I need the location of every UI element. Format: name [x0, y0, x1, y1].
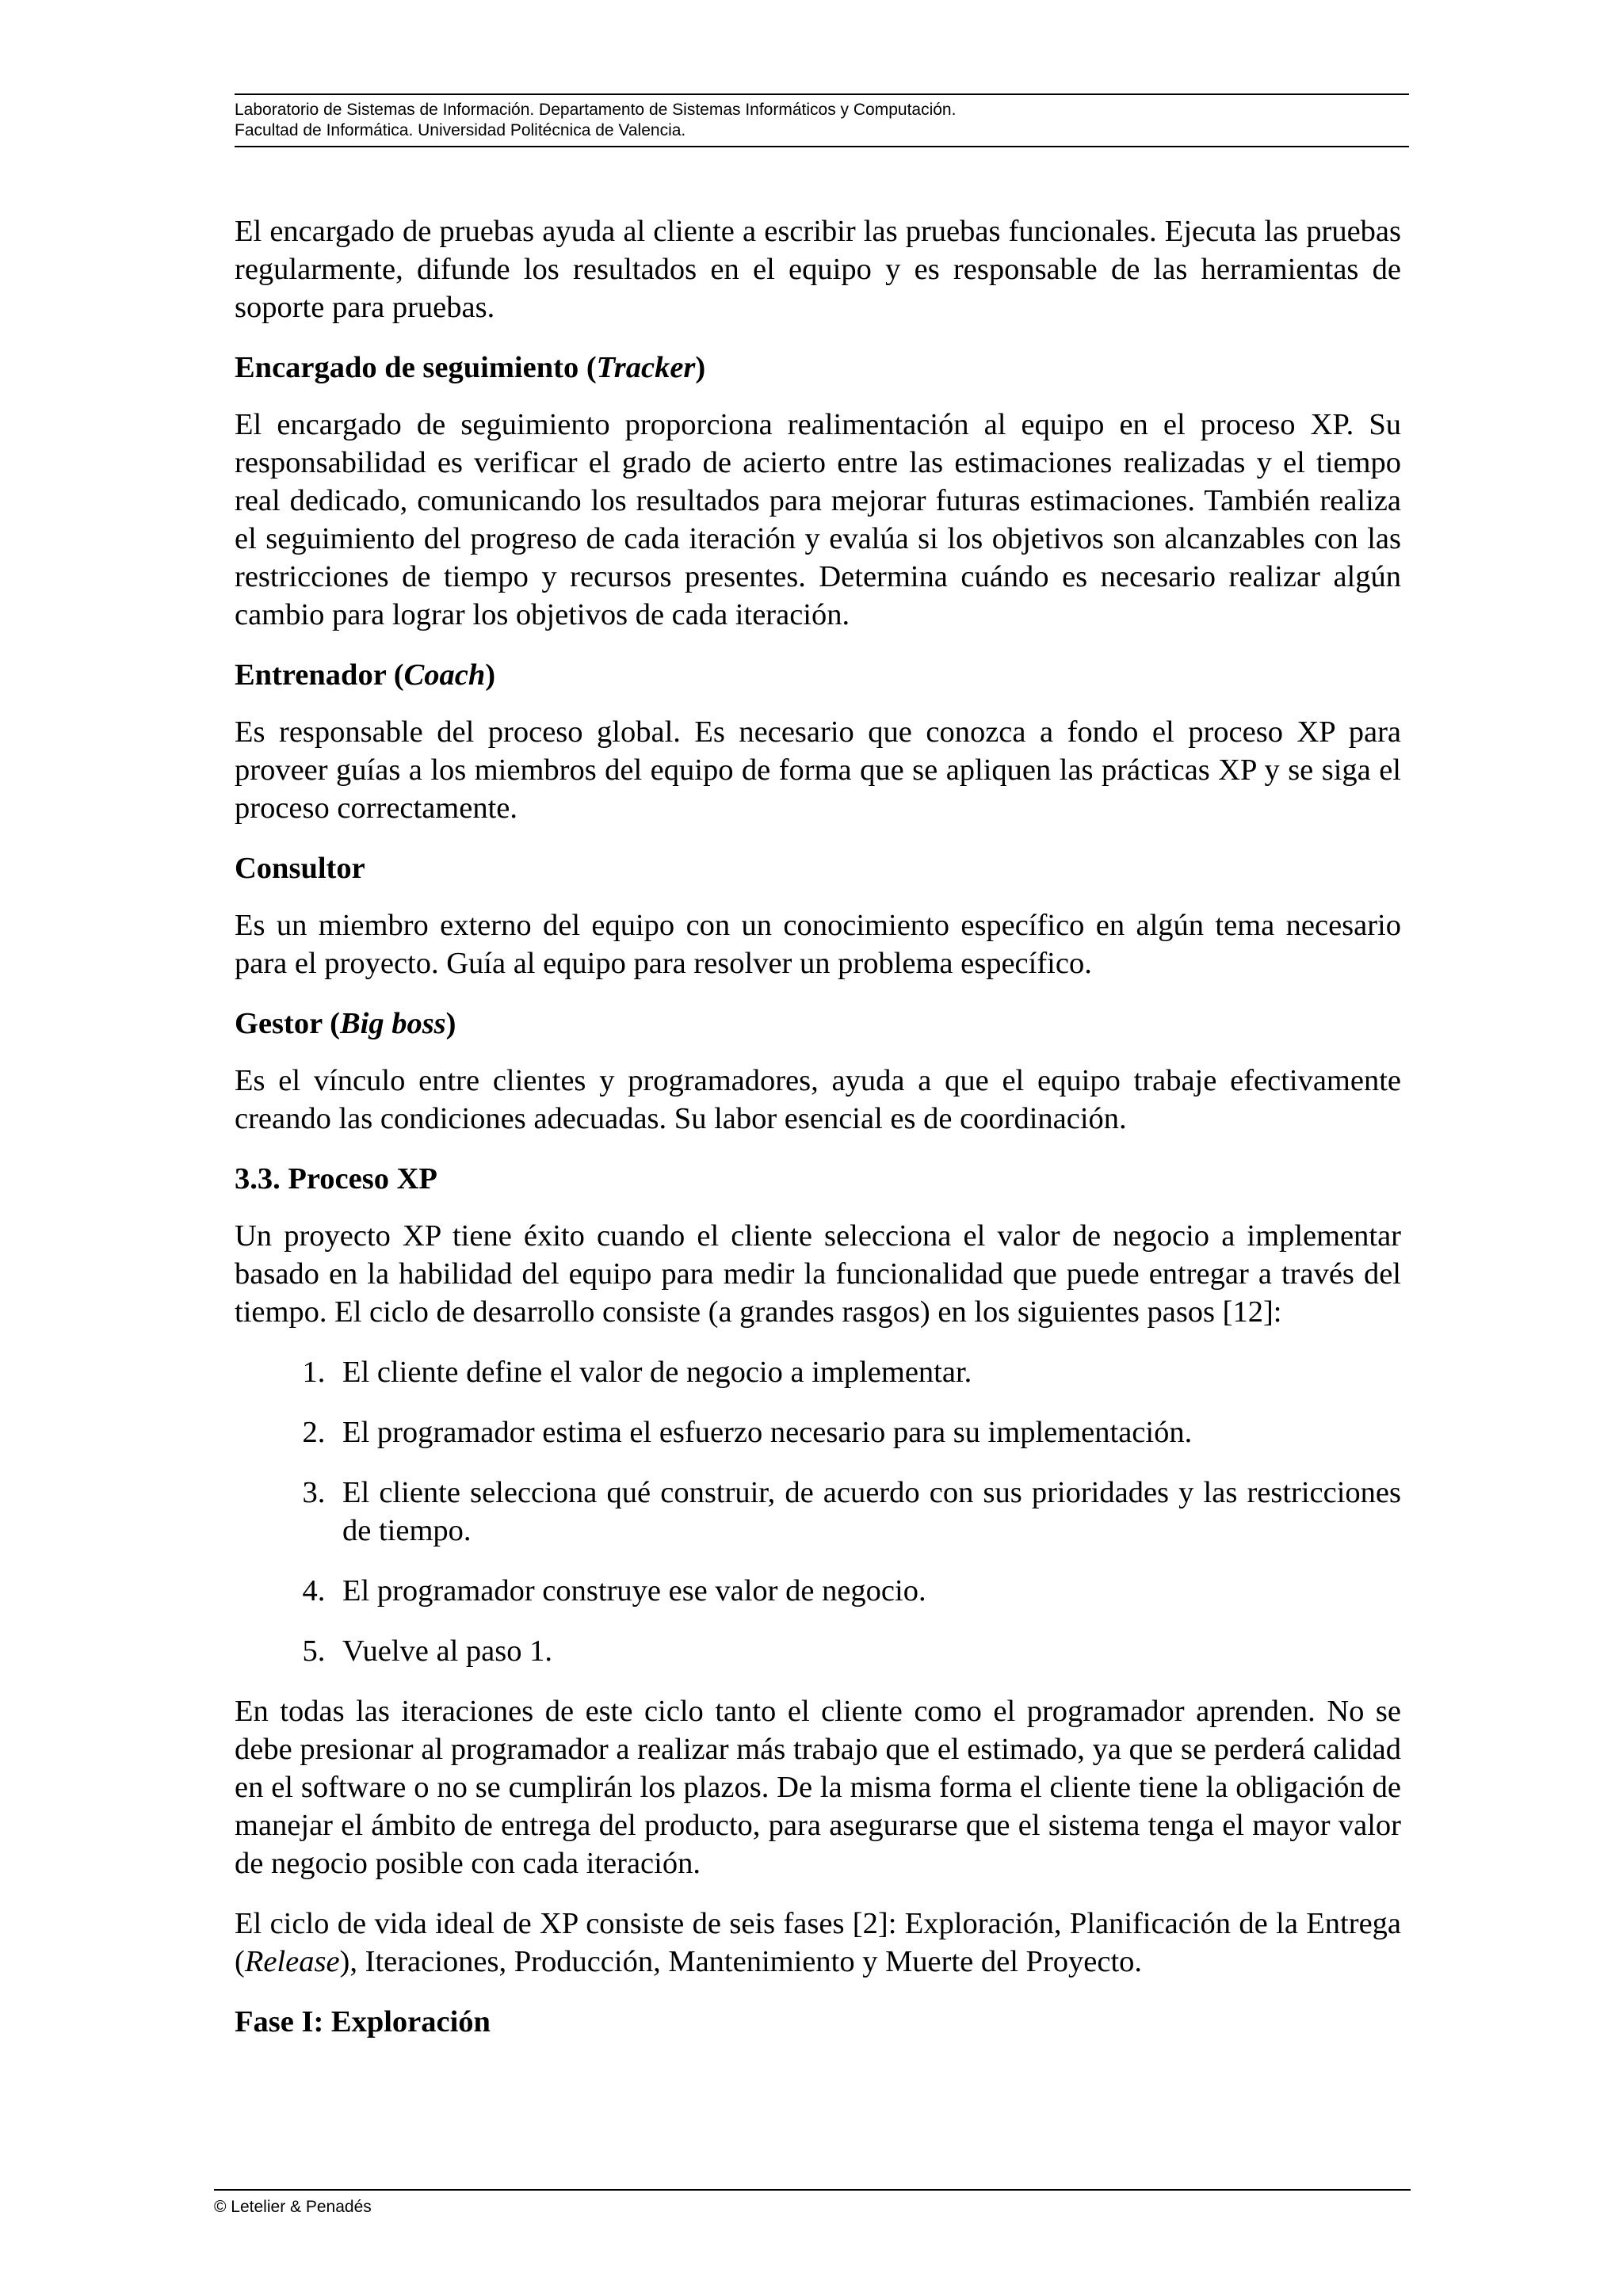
header-line-2: Facultad de Informática. Universidad Politécnica de Valencia. — [235, 121, 686, 139]
paragraph-coach: Es responsable del proceso global. Es necesario que conozca a fondo el proceso XP para proveer guías a los miembros del equipo de forma que se apliquen las prácticas XP y se siga el proceso correctamente. — [235, 715, 1401, 825]
list-item: 1. El cliente define el valor de negocio a implementar. — [333, 1353, 1401, 1391]
paragraph-ciclo: El ciclo de vida ideal de XP consiste de seis fases [2]: Exploración, Planificación de la Entrega (Release), Iteraciones, Producción, Mantenimiento y Muerte del Proyecto. — [235, 1907, 1401, 1978]
page-header — [235, 93, 1409, 147]
heading-proceso-xp: 3.3. Proceso XP — [235, 1162, 437, 1196]
heading-gestor: Gestor (Big boss) — [235, 1007, 456, 1040]
header-line-1: Laboratorio de Sistemas de Información. Departamento de Sistemas Informáticos y Computación. — [235, 101, 957, 119]
paragraph-tester: El encargado de pruebas ayuda al cliente a escribir las pruebas funcionales. Ejecuta las pruebas regularmente, difunde los resultados en el equipo y es responsable de las herramientas de soporte para pruebas. — [235, 215, 1401, 324]
paragraph-gestor: Es el vínculo entre clientes y programadores, ayuda a que el equipo trabaje efectivamente creando las condiciones adecuadas. Su labor esencial es de coordinación. — [235, 1064, 1401, 1135]
paragraph-tracker: El encargado de seguimiento proporciona realimentación al equipo en el proceso XP. Su responsabilidad es verificar el grado de acierto entre las estimaciones realizadas y el tiempo real dedicado, comunicando los resultados para mejorar futuras estimaciones. También realiza el seguimiento del progreso de cada iteración y evalúa si los objetivos son alcanzables con las restricciones de tiempo y recursos presentes. Determina cuándo es necesario realizar algún cambio para lograr los objetivos de cada iteración. — [235, 408, 1401, 631]
heading-tracker: Encargado de seguimiento (Tracker) — [235, 351, 706, 384]
list-item: 2. El programador estima el esfuerzo necesario para su implementación. — [333, 1413, 1401, 1451]
heading-fase-1: Fase I: Exploración — [235, 2005, 491, 2039]
list-item: 4. El programador construye ese valor de negocio. — [333, 1572, 1401, 1610]
document-body — [235, 212, 1401, 2060]
footer-copyright: © Letelier & Penadés — [214, 2198, 372, 2216]
heading-coach: Entrenador (Coach) — [235, 658, 496, 692]
list-item: 3. El cliente selecciona qué construir, de acuerdo con sus prioridades y las restricciones de tiempo. — [333, 1474, 1401, 1550]
steps-list — [235, 1353, 1401, 1670]
paragraph-iteraciones: En todas las iteraciones de este ciclo tanto el cliente como el programador aprenden. No se debe presionar al programador a realizar más trabajo que el estimado, ya que se perderá calidad en el software o no se cumplirán los plazos. De la misma forma el cliente tiene la obligación de manejar el ámbito de entrega del producto, para asegurarse que el sistema tenga el mayor valor de negocio posible con cada iteración. — [235, 1695, 1401, 1880]
paragraph-consultor: Es un miembro externo del equipo con un conocimiento específico en algún tema necesario para el proyecto. Guía al equipo para resolver un problema específico. — [235, 909, 1401, 980]
list-item: 5. Vuelve al paso 1. — [333, 1632, 1401, 1670]
page-footer — [214, 2189, 1411, 2218]
paragraph-proceso: Un proyecto XP tiene éxito cuando el cliente selecciona el valor de negocio a implementar basado en la habilidad del equipo para medir la funcionalidad que puede entregar a través del tiempo. El ciclo de desarrollo consiste (a grandes rasgos) en los siguientes pasos [12]: — [235, 1219, 1401, 1329]
heading-consultor: Consultor — [235, 852, 365, 885]
